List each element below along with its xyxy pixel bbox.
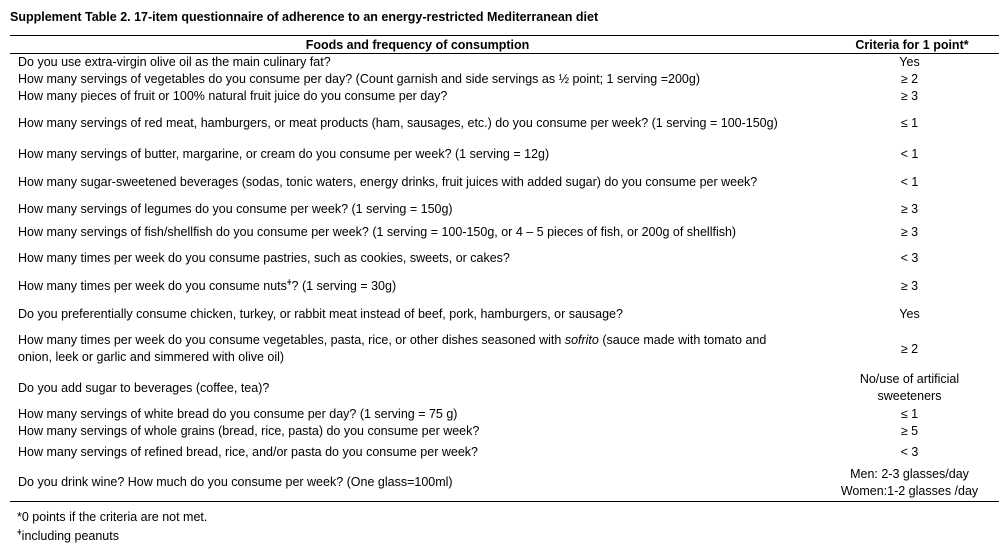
question-text: How many times per week do you consume pastries, such as cookies, sweets, or cakes? bbox=[18, 250, 510, 265]
criteria-text: Yes bbox=[899, 306, 920, 321]
table-row bbox=[10, 71, 999, 88]
table-row bbox=[10, 328, 999, 370]
footnote-nuts bbox=[17, 527, 207, 546]
table-row bbox=[10, 464, 999, 501]
table-row bbox=[10, 244, 999, 272]
criteria-text: ≥ 2 bbox=[900, 72, 919, 86]
question-text-part: ? (1 serving = 30g) bbox=[291, 278, 397, 293]
question-text: How many servings of butter, margarine, or cream do you consume per week? (1 serving = 12g) bbox=[18, 147, 550, 161]
question-text: How many pieces of fruit or 100% natural fruit juice do you consume per day? bbox=[18, 89, 448, 103]
table-row bbox=[10, 440, 999, 464]
criteria-line-women: Women:1-2 glasses /day bbox=[840, 483, 979, 498]
question-text: How many servings of whole grains (bread, rice, pasta) do you consume per week? bbox=[18, 424, 480, 438]
question-text: Do you add sugar to beverages (coffee, tea)? bbox=[18, 380, 270, 395]
table-row bbox=[10, 88, 999, 105]
criteria-text: ≥ 3 bbox=[900, 224, 919, 239]
criteria-text: Yes bbox=[899, 55, 920, 69]
criteria-line-men: Men: 2-3 glasses/day bbox=[850, 466, 969, 481]
footnote-nuts-text: including peanuts bbox=[21, 529, 119, 543]
footnote-points: *0 points if the criteria are not met. bbox=[17, 510, 208, 524]
question-text bbox=[10, 332, 820, 366]
criteria-text: ≥ 2 bbox=[900, 341, 919, 356]
criteria-text: ≥ 3 bbox=[900, 89, 919, 103]
table-row bbox=[10, 167, 999, 198]
question-text-part: (sauce made with tomato and onion, leek or garlic and simmered with olive oil) bbox=[18, 333, 767, 364]
question-text-part: How many times per week do you consume vegetables, pasta, rice, or other dishes seasoned with bbox=[18, 333, 565, 347]
criteria-text: ≤ 1 bbox=[900, 116, 919, 130]
table-row bbox=[10, 105, 999, 142]
criteria-text: No/use of artificial sweeteners bbox=[859, 372, 960, 403]
question-text: Do you drink wine? How much do you consume per week? (One glass=100ml) bbox=[18, 475, 453, 489]
header-criteria: Criteria for 1 point* bbox=[855, 37, 969, 52]
question-text: Do you use extra-virgin olive oil as the main culinary fat? bbox=[18, 55, 331, 69]
criteria-text: ≥ 3 bbox=[900, 278, 919, 293]
question-text: How many servings of refined bread, rice, and/or pasta do you consume per week? bbox=[18, 444, 478, 459]
question-text bbox=[10, 278, 820, 295]
footnote-marker: ǂ bbox=[286, 277, 292, 287]
table-row bbox=[10, 142, 999, 167]
question-text: Do you preferentially consume chicken, turkey, or rabbit meat instead of beef, pork, hamburgers, or sausage? bbox=[18, 306, 623, 321]
question-text: How many sugar-sweetened beverages (sodas, tonic waters, energy drinks, fruit juices with added sugar) do you consume per week? bbox=[18, 175, 758, 189]
question-text-emphasis: sofrito bbox=[564, 333, 599, 347]
table-row bbox=[10, 300, 999, 328]
table-row bbox=[10, 54, 999, 71]
table-row bbox=[10, 406, 999, 423]
table-footnotes bbox=[17, 508, 207, 546]
criteria-text bbox=[820, 466, 999, 500]
question-text: How many servings of vegetables do you consume per day? (Count garnish and side servings as ½ point; 1 serving =200g) bbox=[18, 72, 700, 86]
table-row bbox=[10, 198, 999, 220]
criteria-text: < 1 bbox=[900, 175, 919, 189]
criteria-text: ≥ 5 bbox=[900, 424, 919, 438]
header-foods-frequency: Foods and frequency of consumption bbox=[305, 37, 530, 52]
criteria-text: < 3 bbox=[900, 250, 919, 265]
question-text: How many servings of legumes do you consume per week? (1 serving = 150g) bbox=[18, 201, 453, 216]
question-text: How many servings of red meat, hamburgers, or meat products (ham, sausages, etc.) do you consume per week? (1 serving = 100-150g) bbox=[18, 116, 778, 130]
questionnaire-table bbox=[10, 35, 999, 502]
table-row bbox=[10, 370, 999, 406]
footnote-marker: ǂ bbox=[17, 527, 22, 537]
table-row bbox=[10, 272, 999, 300]
question-text-part: How many times per week do you consume nuts bbox=[18, 278, 287, 293]
criteria-text: < 3 bbox=[900, 444, 919, 459]
criteria-text: ≥ 3 bbox=[900, 201, 919, 216]
question-text: How many servings of white bread do you consume per day? (1 serving = 75 g) bbox=[18, 407, 458, 421]
table-row bbox=[10, 220, 999, 244]
criteria-text: ≤ 1 bbox=[900, 407, 919, 421]
criteria-text: < 1 bbox=[900, 147, 919, 161]
question-text: How many servings of fish/shellfish do you consume per week? (1 serving = 100-150g, or 4 – 5 pieces of fish, or 200g of shellfish) bbox=[18, 224, 737, 239]
table-row bbox=[10, 423, 999, 440]
table-header bbox=[10, 36, 999, 54]
table-title: Supplement Table 2. 17-item questionnaire of adherence to an energy-restricted Mediterranean diet bbox=[10, 10, 599, 24]
